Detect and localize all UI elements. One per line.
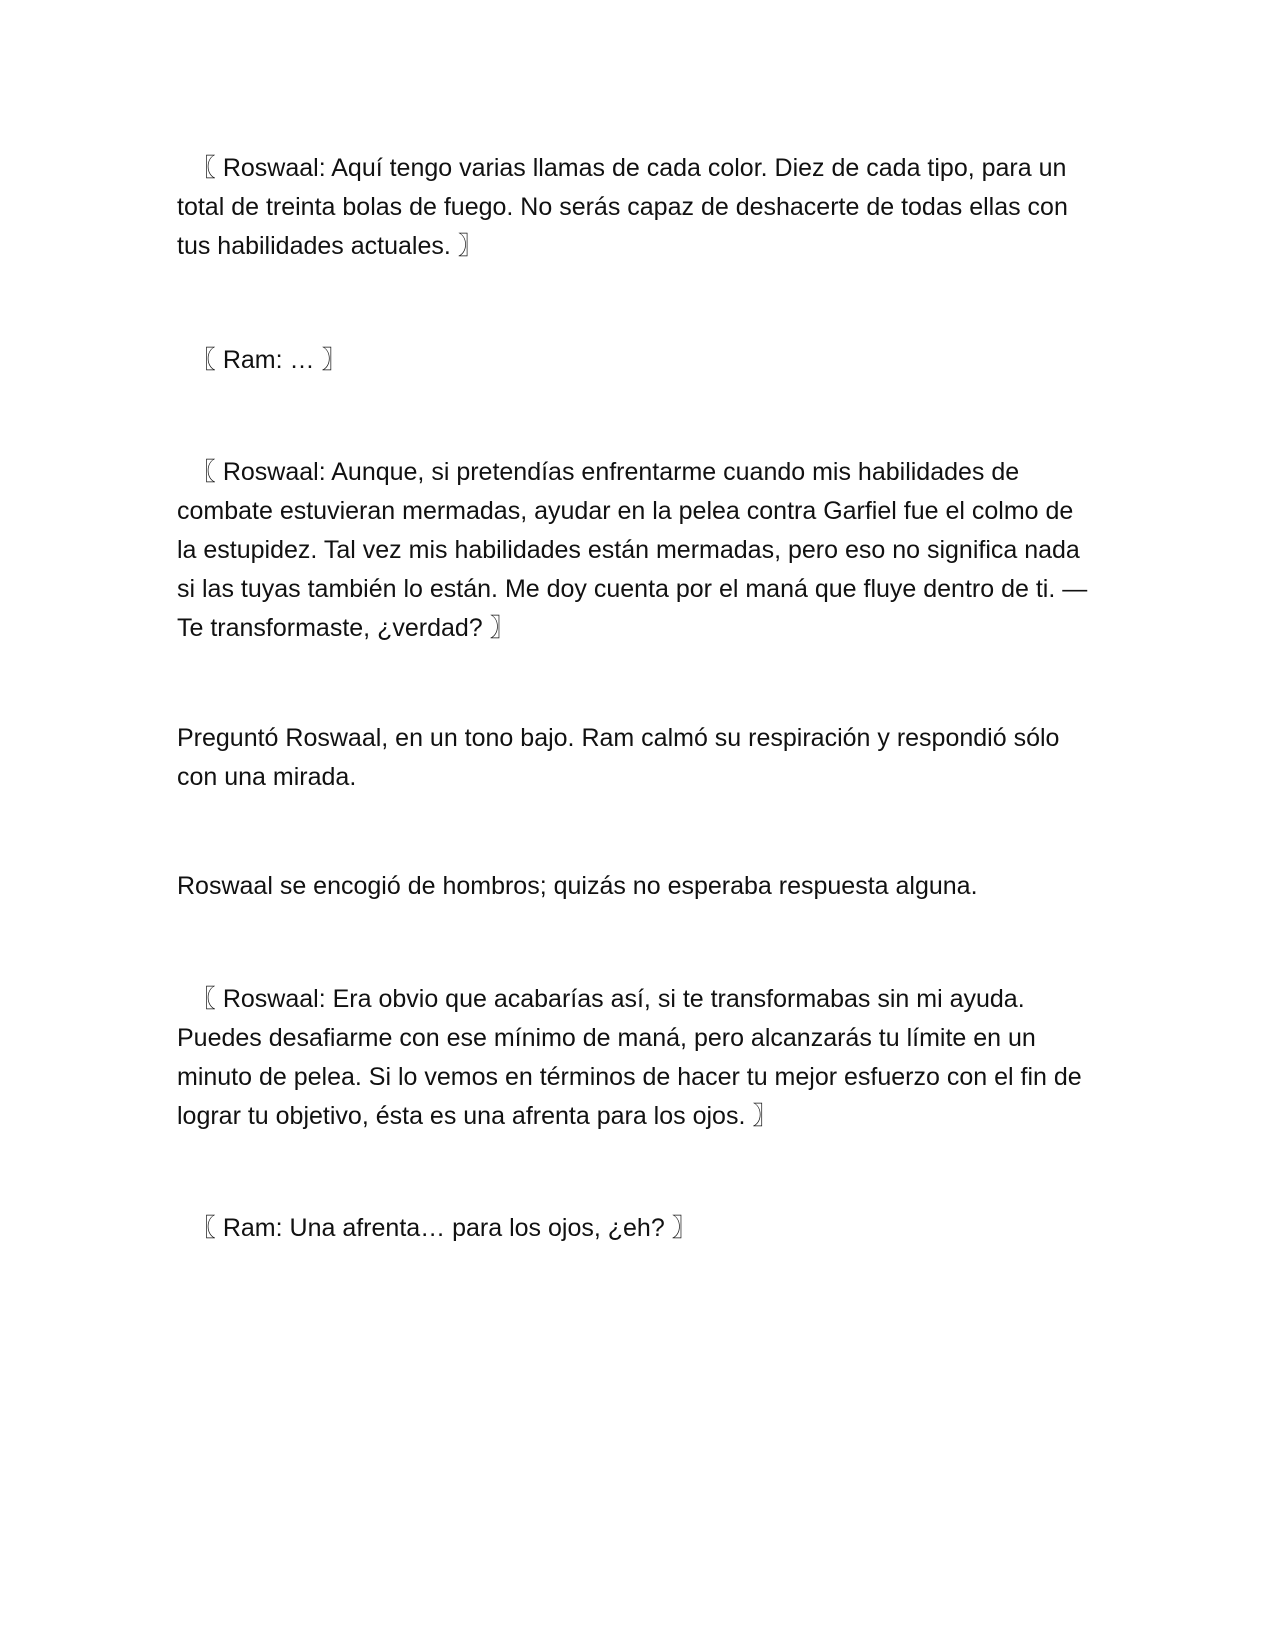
paragraph-ram-silence: 〖 Ram: … 〗 <box>177 346 347 374</box>
paragraph-roswaal-flames: 〖 Roswaal: Aquí tengo varias llamas de cada color. Diez de cada tipo, para un total de treinta bolas de fuego. No serás capaz de deshacerte de todas ellas con tus habilidades actuales. 〗 <box>177 154 1075 260</box>
paragraph-ram-reply: 〖 Ram: Una afrenta… para los ojos, ¿eh? 〗 <box>177 1214 697 1242</box>
paragraph-roswaal-transformation: 〖 Roswaal: Aunque, si pretendías enfrentarme cuando mis habilidades de combate estuvieran mermadas, ayudar en la pelea contra Garfiel fue el colmo de la estupidez. Tal vez mis habilidades están mermadas, pero eso no significa nada si las tuyas también lo están. Me doy cuenta por el maná que fluye dentro de ti. —Te transformaste, ¿verdad? 〗 <box>177 458 1088 642</box>
paragraph-roswaal-affront: 〖 Roswaal: Era obvio que acabarías así, si te transformabas sin mi ayuda. Puedes desafiarme con ese mínimo de maná, pero alcanzarás tu límite en un minuto de pelea. Si lo vemos en términos de hacer tu mejor esfuerzo con el fin de lograr tu objetivo, ésta es una afrenta para los ojos. 〗 <box>177 985 1089 1130</box>
paragraph-narration-shrug: Roswaal se encogió de hombros; quizás no esperaba respuesta alguna. <box>177 872 978 900</box>
paragraph-narration-question: Preguntó Roswaal, en un tono bajo. Ram calmó su respiración y respondió sólo con una mirada. <box>177 724 1067 791</box>
